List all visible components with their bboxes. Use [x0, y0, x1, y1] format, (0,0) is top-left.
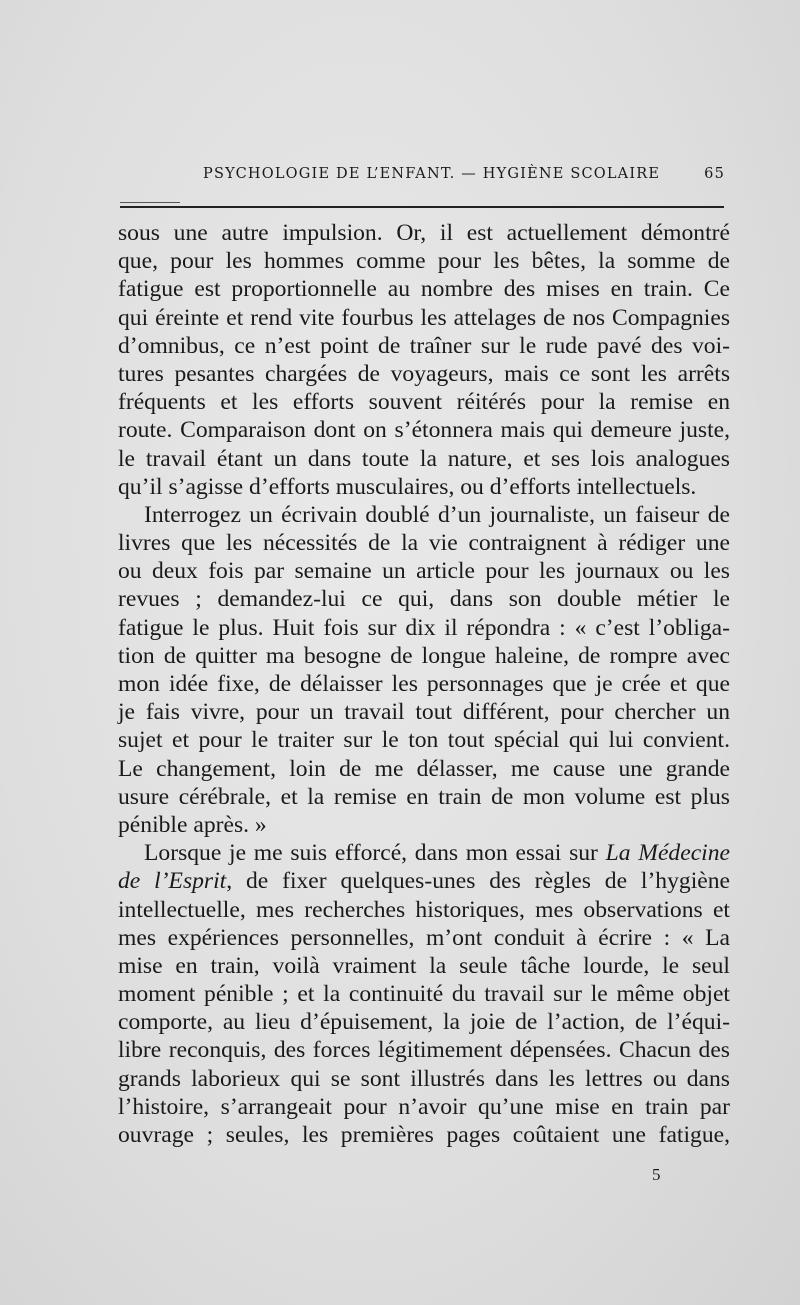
text-line: livres que les nécessités de la vie contraignent à rédiger une	[118, 530, 730, 557]
text-line: intellectuelle, mes recherches historiques, mes observations et	[118, 896, 730, 923]
text-line: fréquents et les efforts souvent réitérés pour la remise en	[118, 389, 730, 416]
text-line: mon idée fixe, de délaisser les personnages que je crée et que	[118, 671, 730, 697]
text-line: que, pour les hommes comme pour les bêtes, la somme de	[118, 248, 730, 275]
running-title: PSYCHOLOGIE DE L’ENFANT. — HYGIÈNE SCOLAIRE	[203, 166, 661, 182]
text-line: Le changement, loin de me délasser, me cause une grande	[118, 755, 730, 782]
book-title-italic: La Médecine	[605, 840, 730, 867]
running-header	[203, 166, 723, 190]
text-segment: , de fixer quelques-unes des règles de l’hygiène	[226, 868, 730, 895]
text-line: ou deux fois par semaine un article pour les journaux ou les	[118, 558, 730, 585]
text-line: fatigue le plus. Huit fois sur dix il répondra : « c’est l’obliga-	[118, 614, 730, 641]
text-line: revues ; demandez-lui ce qui, dans son double métier le	[118, 586, 730, 613]
text-line: moment pénible ; et la continuité du travail sur le même objet	[118, 981, 730, 1008]
body-text	[118, 219, 730, 1149]
text-line: comporte, au lieu d’épuisement, la joie de l’action, de l’équi-	[118, 1009, 730, 1036]
text-line: sous une autre impulsion. Or, il est actuellement démontré	[118, 220, 730, 246]
text-line: tion de quitter ma besogne de longue haleine, de rompre avec	[118, 642, 730, 669]
text-line: je fais vivre, pour un travail tout différent, pour chercher un	[118, 699, 730, 726]
text-line	[118, 839, 730, 867]
page-number: 65	[704, 166, 725, 182]
text-line	[118, 867, 730, 895]
text-line: pénible après. »	[118, 811, 267, 838]
book-title-italic: de l’Esprit	[118, 868, 227, 895]
text-line: Interrogez un écrivain doublé d’un journaliste, un faiseur de	[144, 501, 730, 528]
text-line: l’histoire, s’arrangeait pour n’avoir qu’une mise en train par	[118, 1093, 730, 1120]
text-line: mes expériences personnelles, m’ont conduit à écrire : « La	[118, 924, 730, 951]
text-line: ouvrage ; seules, les premières pages coûtaient une fatigue,	[118, 1122, 730, 1148]
text-line: d’omnibus, ce n’est point de traîner sur le rude pavé des voi-	[118, 332, 730, 359]
text-line: qui éreinte et rend vite fourbus les attelages de nos Compagnies	[118, 304, 730, 331]
text-line: tures pesantes chargées de voyageurs, mais ce sont les arrêts	[118, 360, 730, 387]
text-line: fatigue est proportionnelle au nombre des mises en train. Ce	[118, 276, 730, 303]
text-line: sujet et pour le traiter sur le ton tout spécial qui lui convient.	[118, 727, 730, 754]
text-line: qu’il s’agisse d’efforts musculaires, ou d’efforts intellectuels.	[118, 473, 697, 500]
header-rule-accent	[120, 202, 180, 203]
text-line: grands laborieux qui se sont illustrés dans les lettres ou dans	[118, 1065, 730, 1092]
text-line: usure cérébrale, et la remise en train de mon volume est plus	[118, 783, 730, 810]
text-line: libre reconquis, des forces légitimement dépensées. Chacun des	[118, 1037, 730, 1064]
header-rule	[120, 206, 724, 208]
text-line: route. Comparaison dont on s’étonnera mais qui demeure juste,	[118, 417, 730, 444]
text-segment: Lorsque je me suis efforcé, dans mon essai sur	[144, 840, 606, 867]
signature-mark: 5	[652, 1165, 661, 1184]
text-line: le travail étant un dans toute la nature, et ses lois analogues	[118, 445, 730, 472]
text-line: mise en train, voilà vraiment la seule tâche lourde, le seul	[118, 952, 730, 979]
